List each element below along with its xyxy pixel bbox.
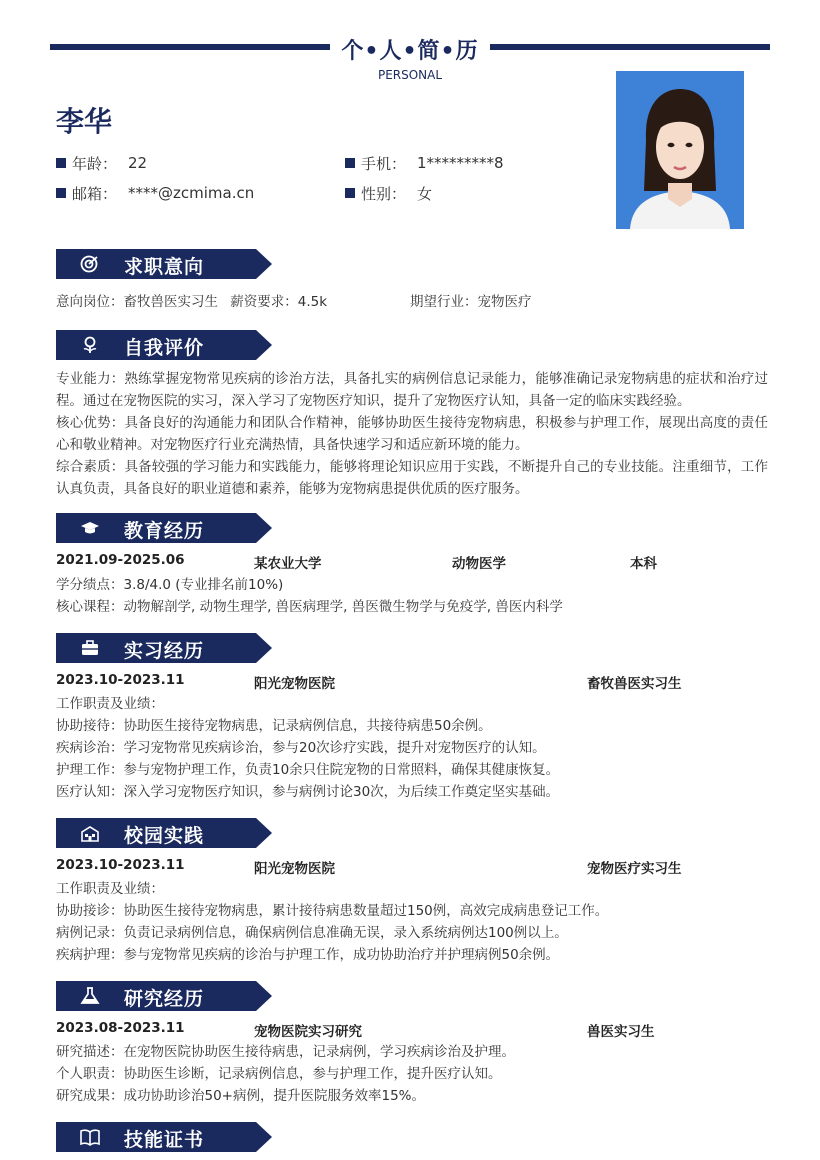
- header-rule-right: [490, 44, 770, 50]
- header-rule-left: [50, 44, 330, 50]
- age-value: 22: [128, 154, 148, 172]
- section-header-education: [56, 513, 272, 543]
- briefcase-icon: [80, 639, 100, 657]
- education-detail: 学分绩点：3.8/4.0 (专业排名前10%): [56, 577, 284, 593]
- research-detail: 个人职责：协助医生诊断，记录病例信息，参与护理工作，提升医疗认知。: [56, 1066, 502, 1082]
- section-title: 自我评价: [124, 337, 205, 359]
- education-degree: 本科: [630, 556, 657, 572]
- gender-label: 性别：: [361, 184, 407, 203]
- email-info: [56, 183, 254, 203]
- education-major: 动物医学: [452, 556, 506, 572]
- flask-icon: [80, 987, 100, 1005]
- research-date: 2023.08-2023.11: [56, 1020, 185, 1036]
- campus-detail: 协助接诊：协助医生接待宠物病患，累计接待病患数量超过150例，高效完成病患登记工作。: [56, 903, 609, 919]
- campus-row: [56, 855, 768, 877]
- internship-detail: 护理工作：参与宠物护理工作，负责10余只住院宠物的日常照料，确保其健康恢复。: [56, 762, 560, 778]
- intent-salary: 薪资要求：4.5k: [230, 294, 328, 310]
- internship-detail: 医疗认知：深入学习宠物医疗知识，参与病例讨论30次，为后续工作奠定坚实基础。: [56, 784, 560, 800]
- campus-date: 2023.10-2023.11: [56, 857, 185, 873]
- document-title: 个•人•简•历: [341, 39, 479, 64]
- section-title: 技能证书: [124, 1129, 205, 1151]
- internship-detail: 协助接待：协助医生接待宠物病患，记录病例信息，共接待病患50余例。: [56, 718, 492, 734]
- campus-detail: 工作职责及业绩：: [56, 881, 164, 897]
- flower-icon: [80, 336, 100, 354]
- document-subtitle: PERSONAL: [377, 68, 443, 82]
- self-eval-paragraph: 综合素质：具备较强的学习能力和实践能力，能够将理论知识应用于实践，不断提升自己的专业技能。注重细节，工作认真负责，具备良好的职业道德和素养，能够为宠物病患提供优质的医疗服务。: [56, 459, 768, 497]
- graduation-cap-icon: [80, 519, 100, 537]
- section-header-intent: [56, 249, 272, 279]
- building-icon: [80, 824, 100, 842]
- internship-role: 畜牧兽医实习生: [587, 676, 682, 692]
- research-role: 兽医实习生: [587, 1024, 655, 1040]
- phone-info: [345, 153, 504, 173]
- bullet-square-icon: [345, 158, 355, 168]
- campus-org: 阳光宠物医院: [254, 861, 335, 877]
- self-eval-body: [56, 368, 768, 500]
- section-title: 实习经历: [124, 640, 205, 662]
- research-detail: 研究描述：在宠物医院协助医生接待病患，记录病例，学习疾病诊治及护理。: [56, 1044, 515, 1060]
- email-value: ****@zcmima.cn: [128, 184, 255, 202]
- section-header-research: [56, 981, 272, 1011]
- age-info: [56, 153, 147, 173]
- intent-line: [56, 291, 768, 313]
- target-icon: [80, 255, 100, 273]
- phone-value: 1*********8: [417, 154, 504, 172]
- section-title: 求职意向: [124, 256, 205, 278]
- internship-detail: 工作职责及业绩：: [56, 696, 164, 712]
- education-school: 某农业大学: [254, 556, 322, 572]
- section-header-self-eval: [56, 330, 272, 360]
- campus-role: 宠物医疗实习生: [587, 861, 682, 877]
- profile-photo: [616, 71, 744, 229]
- gender-info: [345, 183, 432, 203]
- self-eval-paragraph: 核心优势：具备良好的沟通能力和团队合作精神，能够协助医生接待宠物病患，积极参与护理工作，展现出高度的责任心和敬业精神。对宠物医疗行业充满热情，具备快速学习和适应新环境的能力。: [56, 415, 768, 453]
- bullet-square-icon: [56, 158, 66, 168]
- phone-label: 手机：: [361, 154, 407, 173]
- internship-org: 阳光宠物医院: [254, 676, 335, 692]
- self-eval-paragraph: 专业能力：熟练掌握宠物常见疾病的诊治方法，具备扎实的病例信息记录能力，能够准确记录宠物病患的症状和治疗过程。通过在宠物医院的实习，深入学习了宠物医疗知识，提升了宠物医疗认知，具备一定的临床实践经验。: [56, 371, 768, 409]
- internship-date: 2023.10-2023.11: [56, 672, 185, 688]
- section-title: 校园实践: [124, 825, 205, 847]
- intent-position: 意向岗位：畜牧兽医实习生: [56, 294, 218, 310]
- section-title: 研究经历: [124, 988, 205, 1010]
- section-header-internship: [56, 633, 272, 663]
- section-title: 教育经历: [124, 520, 205, 542]
- bullet-square-icon: [345, 188, 355, 198]
- campus-detail: 疾病护理：参与宠物常见疾病的诊治与护理工作，成功协助治疗并护理病例50余例。: [56, 947, 560, 963]
- education-row: [56, 550, 768, 572]
- book-icon: [80, 1128, 100, 1146]
- research-detail: 研究成果：成功协助诊治50+病例，提升医院服务效率15%。: [56, 1088, 425, 1104]
- section-header-skills: [56, 1122, 272, 1152]
- age-label: 年龄：: [72, 154, 118, 173]
- education-date: 2021.09-2025.06: [56, 552, 185, 568]
- research-org: 宠物医院实习研究: [254, 1024, 362, 1040]
- campus-detail: 病例记录：负责记录病例信息，确保病例信息准确无误，录入系统病例达100例以上。: [56, 925, 568, 941]
- intent-industry: 期望行业：宠物医疗: [410, 294, 532, 310]
- bullet-square-icon: [56, 188, 66, 198]
- education-detail: 核心课程：动物解剖学, 动物生理学, 兽医病理学, 兽医微生物学与免疫学, 兽医内科学: [56, 599, 563, 615]
- internship-detail: 疾病诊治：学习宠物常见疾病诊治，参与20次诊疗实践，提升对宠物医疗的认知。: [56, 740, 546, 756]
- email-label: 邮箱：: [72, 184, 118, 203]
- gender-value: 女: [417, 184, 433, 203]
- internship-row: [56, 670, 768, 692]
- candidate-name: 李华: [56, 105, 113, 138]
- section-header-campus: [56, 818, 272, 848]
- research-row: [56, 1018, 768, 1040]
